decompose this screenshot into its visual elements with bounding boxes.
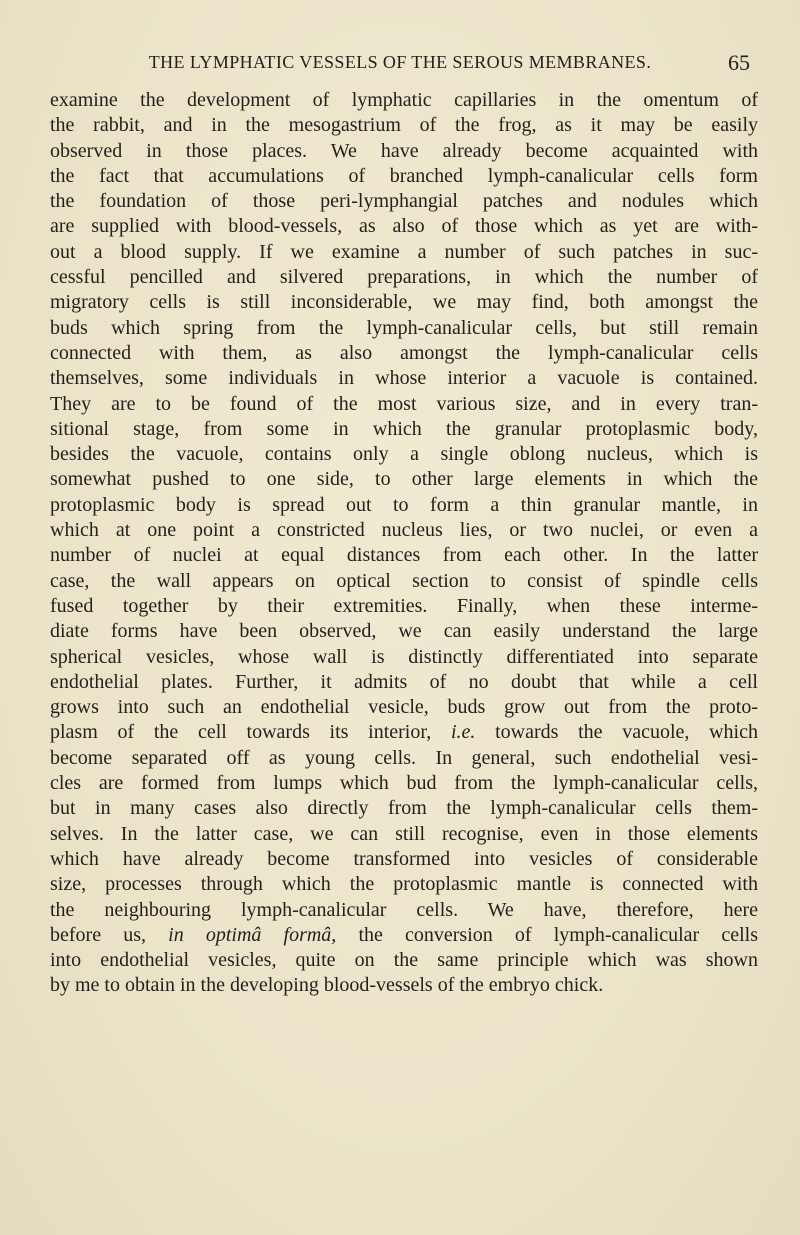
text-line bbox=[50, 720, 758, 745]
text-line: They are to be found of the most various size, and in every tran- bbox=[50, 392, 758, 415]
italic-abbreviation: i.e. bbox=[450, 721, 476, 744]
text-segment: before us, bbox=[50, 923, 146, 946]
text-line: are supplied with blood-vessels, as also of those which as yet are with- bbox=[50, 215, 758, 238]
text-line: grows into such an endothelial vesicle, buds grow out from the proto- bbox=[50, 696, 758, 719]
text-line: protoplasmic body is spread out to form a thin granular mantle, in bbox=[50, 493, 758, 516]
text-line: spherical vesicles, whose wall is distinctly differentiated into separate bbox=[50, 645, 758, 668]
text-line: connected with them, as also amongst the lymph-canalicular cells bbox=[50, 341, 758, 364]
text-line: size, processes through which the protoplasmic mantle is connected with bbox=[50, 873, 758, 896]
text-line: cessful pencilled and silvered preparations, in which the number of bbox=[50, 266, 758, 289]
text-line: selves. In the latter case, we can still recognise, even in those elements bbox=[50, 822, 758, 845]
text-line: buds which spring from the lymph-canalicular cells, but still remain bbox=[50, 316, 758, 339]
body-text bbox=[50, 88, 758, 999]
text-line: into endothelial vesicles, quite on the same principle which was shown bbox=[50, 949, 758, 972]
text-line: the foundation of those peri-lymphangial patches and nodules which bbox=[50, 190, 758, 213]
text-line: number of nuclei at equal distances from each other. In the latter bbox=[50, 544, 758, 567]
text-line: the neighbouring lymph-canalicular cells. We have, therefore, here bbox=[50, 898, 758, 921]
text-line: sitional stage, from some in which the granular protoplasmic body, bbox=[50, 417, 758, 440]
page-number: 65 bbox=[728, 50, 750, 75]
text-line bbox=[50, 923, 758, 948]
text-line: somewhat pushed to one side, to other large elements in which the bbox=[50, 468, 758, 491]
text-line: out a blood supply. If we examine a number of such patches in suc- bbox=[50, 240, 758, 263]
text-line: endothelial plates. Further, it admits of no doubt that while a cell bbox=[50, 670, 758, 693]
text-line: which have already become transformed into vesicles of considerable bbox=[50, 847, 758, 870]
text-segment: towards the vacuole, which bbox=[475, 721, 758, 744]
text-segment: the conversion of lymph-canalicular cells bbox=[336, 923, 758, 946]
text-line: become separated off as young cells. In general, such endothelial vesi- bbox=[50, 746, 758, 769]
running-title: THE LYMPHATIC VESSELS OF THE SEROUS MEMBRANES. bbox=[148, 52, 652, 72]
text-line: case, the wall appears on optical section to consist of spindle cells bbox=[50, 569, 758, 592]
text-line: fused together by their extremities. Finally, when these interme- bbox=[50, 594, 758, 617]
text-line: themselves, some individuals in whose interior a vacuole is contained. bbox=[50, 367, 758, 390]
text-line: by me to obtain in the developing blood-vessels of the embryo chick. bbox=[50, 974, 604, 997]
text-line: diate forms have been observed, we can easily understand the large bbox=[50, 620, 758, 643]
text-line: besides the vacuole, contains only a single oblong nucleus, which is bbox=[50, 443, 758, 466]
text-line: migratory cells is still inconsiderable, we may find, both amongst the bbox=[50, 291, 758, 314]
italic-latin-phrase: in optimâ formâ, bbox=[168, 923, 337, 946]
running-head bbox=[50, 50, 750, 80]
text-line: cles are formed from lumps which bud from the lymph-canalicular cells, bbox=[50, 772, 758, 795]
text-line: the fact that accumulations of branched lymph-canalicular cells form bbox=[50, 164, 758, 187]
text-line: which at one point a constricted nucleus lies, or two nuclei, or even a bbox=[50, 519, 758, 542]
text-segment: plasm of the cell towards its interior, bbox=[50, 721, 432, 744]
text-line: examine the development of lymphatic capillaries in the omentum of bbox=[50, 89, 758, 111]
text-line: observed in those places. We have already become acquainted with bbox=[50, 139, 758, 162]
text-line: the rabbit, and in the mesogastrium of the frog, as it may be easily bbox=[50, 114, 758, 137]
text-line: but in many cases also directly from the lymph-canalicular cells them- bbox=[50, 797, 758, 820]
